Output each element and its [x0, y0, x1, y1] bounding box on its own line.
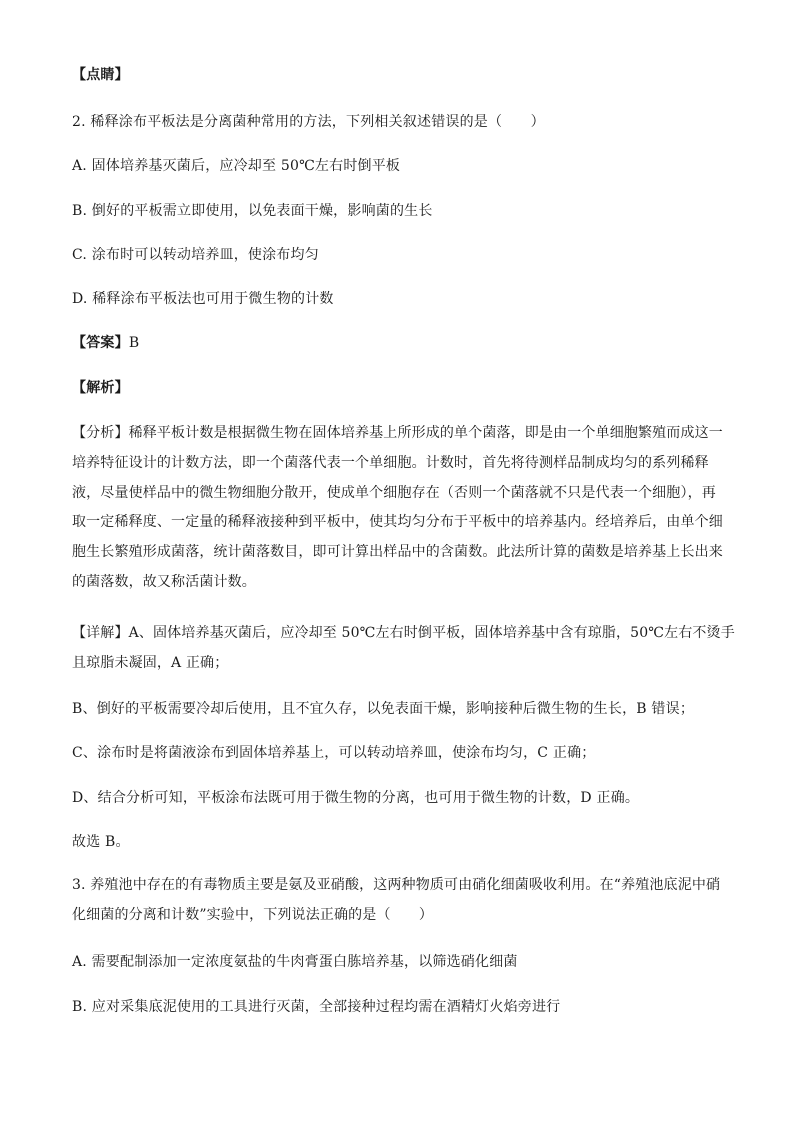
question-3-stem-line: 3. 养殖池中存在的有毒物质主要是氨及亚硝酸，这两种物质可由硝化细菌吸收利用。在“养殖池底泥中硝: [72, 877, 721, 893]
answer-label: 【答案】: [72, 335, 129, 351]
question-3-stem-line: 化细菌的分离和计数”实验中，下列说法正确的是（ ）: [72, 906, 434, 923]
detail-d: D、结合分析可知，平板涂布法既可用于微生物的分离，也可用于微生物的计数，D 正确。: [72, 790, 640, 806]
analysis-line: 胞生长繁殖形成菌落，统计菌落数目，即可计算出样品中的含菌数。此法所计算的菌数是培养基上长出来: [72, 544, 723, 561]
detail-paragraph: [72, 619, 735, 679]
section-label-dianjing: 【点睛】: [72, 67, 129, 83]
detail-line: 且琼脂未凝固，A 正确；: [72, 654, 229, 671]
detail-line: 【详解】A、固体培养基灭菌后，应冷却至 50℃左右时倒平板，固体培养基中含有琼脂，50℃左右不烫手: [72, 625, 735, 641]
question-3-option-a: A. 需要配制添加一定浓度氨盐的牛肉膏蛋白胨培养基，以筛选硝化细菌: [72, 954, 518, 970]
analysis-line: 液，尽量使样品中的微生物细胞分散开，使成单个细胞存在（否则一个菌落就不只是代表一个细胞），再: [72, 484, 716, 501]
conclusion: 故选 B。: [72, 834, 130, 850]
analysis-label: 【解析】: [72, 380, 129, 396]
question-2-option-c: C. 涂布时可以转动培养皿，使涂布均匀: [72, 247, 319, 263]
question-3-stem: [72, 871, 732, 931]
question-2-option-d: D. 稀释涂布平板法也可用于微生物的计数: [72, 291, 334, 307]
question-2-option-b: B. 倒好的平板需立即使用，以免表面干燥，影响菌的生长: [72, 203, 433, 219]
analysis-paragraph: [72, 419, 732, 598]
question-2-option-a: A. 固体培养基灭菌后，应冷却至 50℃左右时倒平板: [72, 158, 401, 174]
analysis-line: 的菌落数，故又称活菌计数。: [72, 573, 256, 590]
analysis-line: 【分析】稀释平板计数是根据微生物在固体培养基上所形成的单个菌落，即是由一个单细胞繁殖而成这一: [72, 425, 723, 441]
question-3-option-b: B. 应对采集底泥使用的工具进行灭菌，全部接种过程均需在酒精灯火焰旁进行: [72, 999, 561, 1015]
answer-value: B: [128, 335, 140, 351]
answer-line: [72, 332, 732, 354]
detail-c: C、涂布时是将菌液涂布到固体培养基上，可以转动培养皿，使涂布均匀，C 正确；: [72, 745, 596, 761]
question-2-stem: 2. 稀释涂布平板法是分离菌种常用的方法，下列相关叙述错误的是（ ）: [72, 114, 545, 130]
analysis-line: 培养特征设计的计数方法，即一个菌落代表一个单细胞。计数时，首先将待测样品制成均匀的系列稀释: [72, 454, 709, 471]
analysis-line: 取一定稀释度、一定量的稀释液接种到平板中，使其均匀分布于平板中的培养基内。经培养后，由单个细: [72, 514, 723, 531]
detail-b: B、倒好的平板需要冷却后使用，且不宜久存，以免表面干燥，影响接种后微生物的生长，B 错误；: [72, 701, 695, 717]
